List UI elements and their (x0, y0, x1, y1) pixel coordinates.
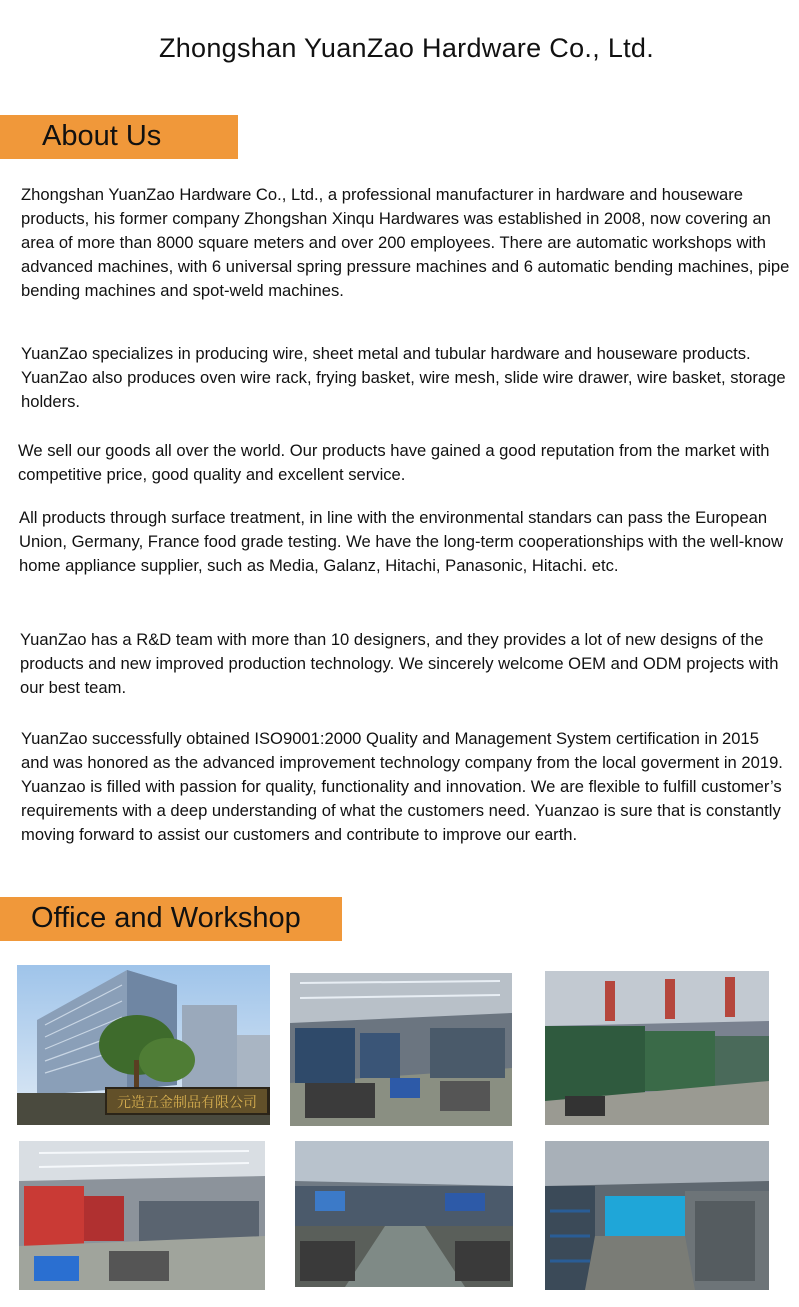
workshop-photo-1 (290, 973, 512, 1126)
workshop-photo-2 (545, 971, 769, 1125)
office-building-photo (17, 965, 270, 1125)
about-paragraph-6: YuanZao successfully obtained ISO9001:2000 Quality and Management System certification in 2015 and was honored as the advanced improvement technology company from the local goverment in 2019. Yuanzao is filled with passion for quality, functionality and innovation. We are flexible to fulfill customer’s requirements with a deep understanding of what the customers need. Yuanzao is sure that is constantly moving forward to assist our customers and contribute to improve our earth. (21, 729, 783, 844)
about-paragraph-2: YuanZao specializes in producing wire, sheet metal and tubular hardware and houseware products. YuanZao also produces oven wire rack, frying basket, wire mesh, slide wire drawer, wire basket, storage holders. (21, 344, 786, 411)
about-paragraph-4: All products through surface treatment, in line with the environmental standars can pass the European Union, Germany, France food grade testing. We have the long-term cooperationships with the well-know home appliance supplier, such as Media, Galanz, Hitachi, Panasonic, Hitachi. etc. (19, 508, 784, 575)
about-paragraph-1: Zhongshan YuanZao Hardware Co., Ltd., a professional manufacturer in hardware and houseware products, his former company Zhongshan Xinqu Hardwares was established in 2008, now covering an area of more than 8000 square meters and over 200 employees. There are automatic workshops with advanced machines, with 6 universal spring pressure machines and 6 automatic bending machines, pipe bending machines and spot-weld machines. (21, 185, 790, 300)
workshop-photo-4 (295, 1141, 513, 1287)
about-us-heading: About Us (0, 115, 238, 159)
building-sign: 元造五金制品有限公司 (117, 1095, 257, 1111)
workshop-photo-5 (545, 1141, 769, 1290)
about-paragraph-5: YuanZao has a R&D team with more than 10 designers, and they provides a lot of new designs of the products and new improved production technology. We sincerely welcome OEM and ODM projects with our best team. (20, 630, 779, 697)
workshop-photo-3 (19, 1141, 265, 1290)
about-paragraph-3: We sell our goods all over the world. Our products have gained a good reputation from the market with competitive price, good quality and excellent service. (18, 441, 770, 484)
office-workshop-heading: Office and Workshop (0, 897, 342, 941)
company-title: Zhongshan YuanZao Hardware Co., Ltd. (158, 33, 655, 63)
